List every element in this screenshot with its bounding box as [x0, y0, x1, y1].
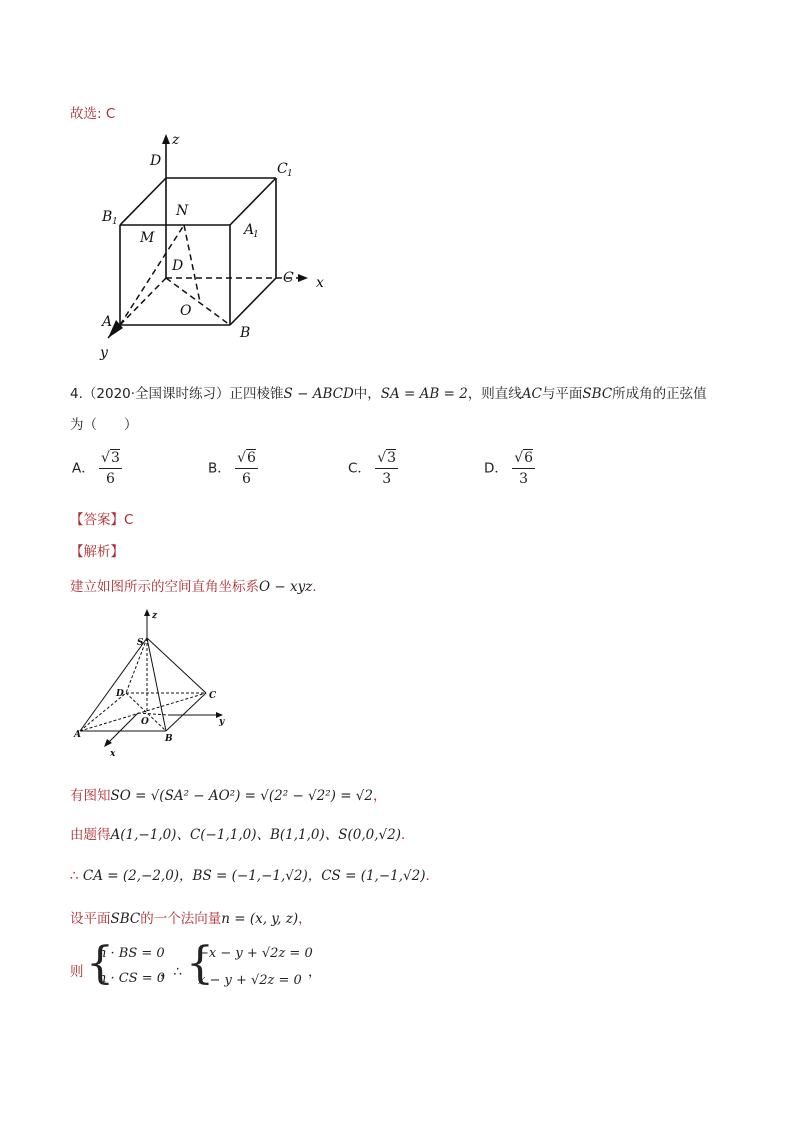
pyramid-label-x: x: [110, 749, 116, 759]
so-end: ，: [373, 788, 387, 804]
vectors-math: CA = (2,−2,0)，BS = (−1,−1,√2)，CS = (1,−1,√2): [82, 868, 426, 884]
option-d[interactable]: [484, 450, 535, 487]
question-number: 4.: [70, 386, 83, 402]
option-fraction: $\frac{√3}{6}$: [101, 450, 120, 487]
normal-math: n = (x, y, z): [221, 911, 299, 927]
coords-math: A(1,−1,0)、C(−1,1,0)、B(1,1,0)、S(0,0,√2): [110, 827, 402, 843]
coords-text: 由题得: [70, 827, 111, 843]
setup-text: 建立如图所示的空间直角坐标系: [70, 579, 259, 595]
system-end: ，: [308, 964, 322, 980]
cube-label-m: M: [140, 230, 155, 246]
pyramid-label-s: S: [137, 638, 144, 648]
so-text: 有图知: [70, 788, 111, 804]
question-plane: SBC: [582, 386, 613, 402]
pyramid-diagram: [68, 608, 243, 760]
option-fraction: $\frac{√6}{6}$: [237, 450, 256, 487]
cube-label-b1-sub: 1: [112, 217, 118, 227]
cube-label-c: C: [283, 270, 294, 286]
option-c[interactable]: [348, 450, 398, 487]
option-fraction: $\frac{√3}{3}$: [377, 450, 397, 487]
previous-answer-conclusion: 故选: C: [70, 106, 116, 122]
question-pyramid: S − ABCD: [283, 386, 354, 402]
setup-end: ．: [312, 579, 326, 595]
answer-label: 【答案】C: [70, 512, 134, 528]
cube-label-b1: B: [102, 209, 113, 225]
right-brace-icon: {: [186, 938, 214, 989]
cube-label-z: z: [172, 132, 180, 148]
option-a[interactable]: [72, 450, 122, 487]
cube-label-b: B: [240, 325, 251, 341]
cube-label-d1: D: [150, 153, 162, 169]
coordinate-setup-line: [70, 575, 326, 595]
cube-label-n: N: [176, 203, 189, 219]
question-4-line2: 为（ ）: [70, 417, 138, 433]
normal-text: 设平面: [70, 911, 111, 927]
question-condition: SA = AB = 2: [380, 386, 468, 402]
left-brace-icon: {: [86, 938, 114, 989]
normal-vector-line: [70, 907, 312, 927]
vectors-line: [70, 864, 439, 884]
option-b[interactable]: [208, 450, 258, 487]
option-letter: C．: [348, 460, 371, 477]
option-letter: B．: [208, 460, 231, 477]
coords-end: ．: [401, 827, 415, 843]
question-text: 中，: [353, 386, 381, 402]
cube-label-a1: A: [244, 222, 255, 238]
system-left-2: n · CS = 0: [98, 971, 166, 986]
option-fraction: $\frac{√6}{3}$: [514, 450, 534, 487]
cube-label-a1-sub: 1: [253, 230, 259, 240]
normal-end: ，: [298, 911, 312, 927]
analysis-label: 【解析】: [70, 544, 124, 560]
question-text: 所成角的正弦值: [612, 386, 707, 402]
option-letter: D．: [484, 460, 508, 477]
cube-diagram: [90, 130, 340, 365]
so-math: SO = √(SA² − AO²) = √(2² − √2²) = √2: [110, 788, 373, 804]
question-line: AC: [521, 386, 542, 402]
question-text: ，则直线: [467, 386, 522, 402]
pyramid-label-a: A: [74, 730, 81, 740]
cube-label-y: y: [100, 345, 108, 361]
cube-label-x: x: [316, 275, 324, 291]
pyramid-label-d: D: [116, 689, 124, 699]
option-letter: A．: [72, 460, 95, 477]
question-source: （2020·全国课时练习）: [82, 386, 230, 402]
cube-label-d: D: [172, 258, 184, 274]
pyramid-label-c: C: [209, 691, 217, 701]
pyramid-label-o: O: [141, 717, 149, 727]
cube-label-a: A: [102, 314, 113, 330]
so-length-line: [70, 784, 387, 804]
cube-label-c1-sub: 1: [287, 169, 293, 179]
pyramid-label-y: y: [219, 717, 225, 727]
question-text: 正四棱锥: [229, 386, 284, 402]
normal-text: 的一个法向量: [140, 911, 222, 927]
system-left-1: n · BS = 0: [98, 946, 165, 961]
pyramid-label-b: B: [165, 734, 173, 744]
pyramid-label-z: z: [152, 611, 158, 621]
therefore-symbol: ∴: [70, 868, 79, 884]
setup-math: O − xyz: [259, 579, 313, 595]
question-4-line1: [70, 382, 707, 402]
vectors-end: ．: [425, 868, 439, 884]
question-text: 与平面: [541, 386, 583, 402]
system-right-2: x − y + √2z = 0: [198, 973, 302, 988]
coordinates-line: [70, 823, 415, 843]
cube-label-o: O: [180, 303, 192, 319]
system-mid: ，∴: [160, 964, 183, 980]
system-prefix: 则: [70, 964, 84, 980]
system-right-1: −x − y + √2z = 0: [198, 946, 313, 961]
normal-plane: SBC: [110, 911, 141, 927]
cube-label-c1: C: [277, 161, 288, 177]
